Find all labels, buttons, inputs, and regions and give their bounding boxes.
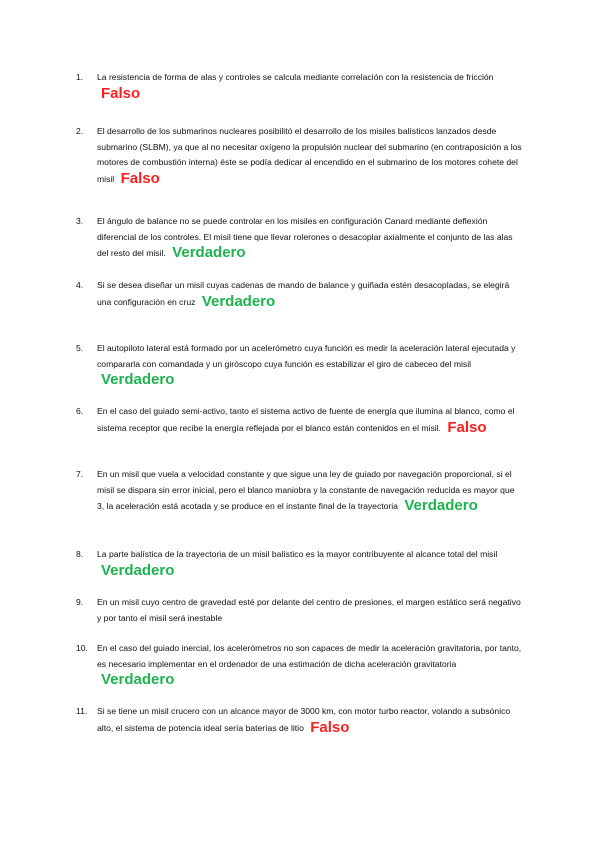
question-6 [76,404,522,436]
question-1 [76,70,522,102]
answer-label: Falso [310,718,350,736]
question-number: 10. [76,643,88,653]
answer-label: Verdadero [101,371,175,388]
question-3 [76,214,522,262]
question-10 [76,641,522,689]
question-text: En el caso del guiado semi-activo, tanto el sistema activo de fuente de energía que ilumina al blanco, como el sistema receptor que recibe la energía reflejada por el blanco están contenidos en el misil. [97,406,515,433]
question-4 [76,278,522,310]
question-number: 2. [76,126,84,136]
answer-label: Falso [447,418,487,436]
answer-label: Falso [101,84,141,102]
question-7 [76,467,522,515]
answer-label: Verdadero [201,292,276,310]
question-text: El autopiloto lateral está formado por un acelerómetro cuya función es medir la aceleración lateral ejecutada y compararla con comandada y un giróscopo cuya función es estabilizar el giro de cabeceo del misil [97,343,516,369]
question-8 [76,547,522,579]
question-number: 3. [76,216,84,226]
answer-label: Verdadero [101,561,175,579]
question-text: El ángulo de balance no se puede controlar en los misiles en configuración Canard mediante deflexión diferencial de los controles. El misil tiene que llevar rolerones o desacoplar axialmente el conjunto de las alas del resto del misil. [97,216,513,258]
question-5 [76,341,522,389]
question-text: La resistencia de forma de alas y controles se calcula mediante correlación con la resistencia de fricción [97,72,494,82]
question-text: Si se tiene un misil crucero con un alcance mayor de 3000 km, con motor turbo reactor, volando a subsónico alto, el sistema de potencia ideal sería baterías de litio [97,706,511,733]
question-number: 11. [76,706,88,716]
question-text: En el caso del guiado inercial, los acelerómetros no son capaces de medir la aceleración gravitatoria, por tanto, es necesario implementar en el ordenador de una estimación de dicha aceleración gravitatoria [97,643,522,669]
question-text: La parte balística de la trayectoria de un misil balístico es la mayor contribuyente al alcance total del misil [97,549,498,559]
question-number: 8. [76,549,84,559]
question-number: 7. [76,469,84,479]
question-number: 6. [76,406,84,416]
question-9 [76,595,522,626]
question-number: 4. [76,280,84,290]
question-number: 5. [76,343,84,353]
question-text: Si se desea diseñar un misil cuyas cadenas de mando de balance y guiñada estén desacopladas, se elegirá una configuración en cruz [97,280,510,307]
answer-label: Verdadero [101,671,175,688]
answer-label: Falso [120,169,160,187]
question-11 [76,704,522,736]
question-text: En un misil que vuela a velocidad constante y que sigue una ley de guiado por navegación proporcional, si el misil se dispara sin error inicial, pero el blanco maniobra y la constante de navegación reducida es mayor que 3, la aceleración está acotada y se produce en el instante final de la trayectoria [97,469,515,511]
question-text: En un misil cuyo centro de gravedad esté por delante del centro de presiones, el margen estático será negativo y por tanto el misil será inestable [97,597,521,623]
question-text: El desarrollo de los submarinos nucleares posibilitó el desarrollo de los misiles balísticos lanzados desde submarino (SLBM), ya que al no necesitar oxígeno la propulsión nuclear del submarino (en contraposición a los motores de combustión interna) éste se podía dedicar al encendido en el submarino de los motores cohete del misil [97,126,522,184]
question-2 [76,124,522,187]
answer-label: Verdadero [172,244,246,261]
answer-label: Verdadero [404,497,478,514]
question-number: 9. [76,597,84,607]
question-number: 1. [76,72,84,82]
